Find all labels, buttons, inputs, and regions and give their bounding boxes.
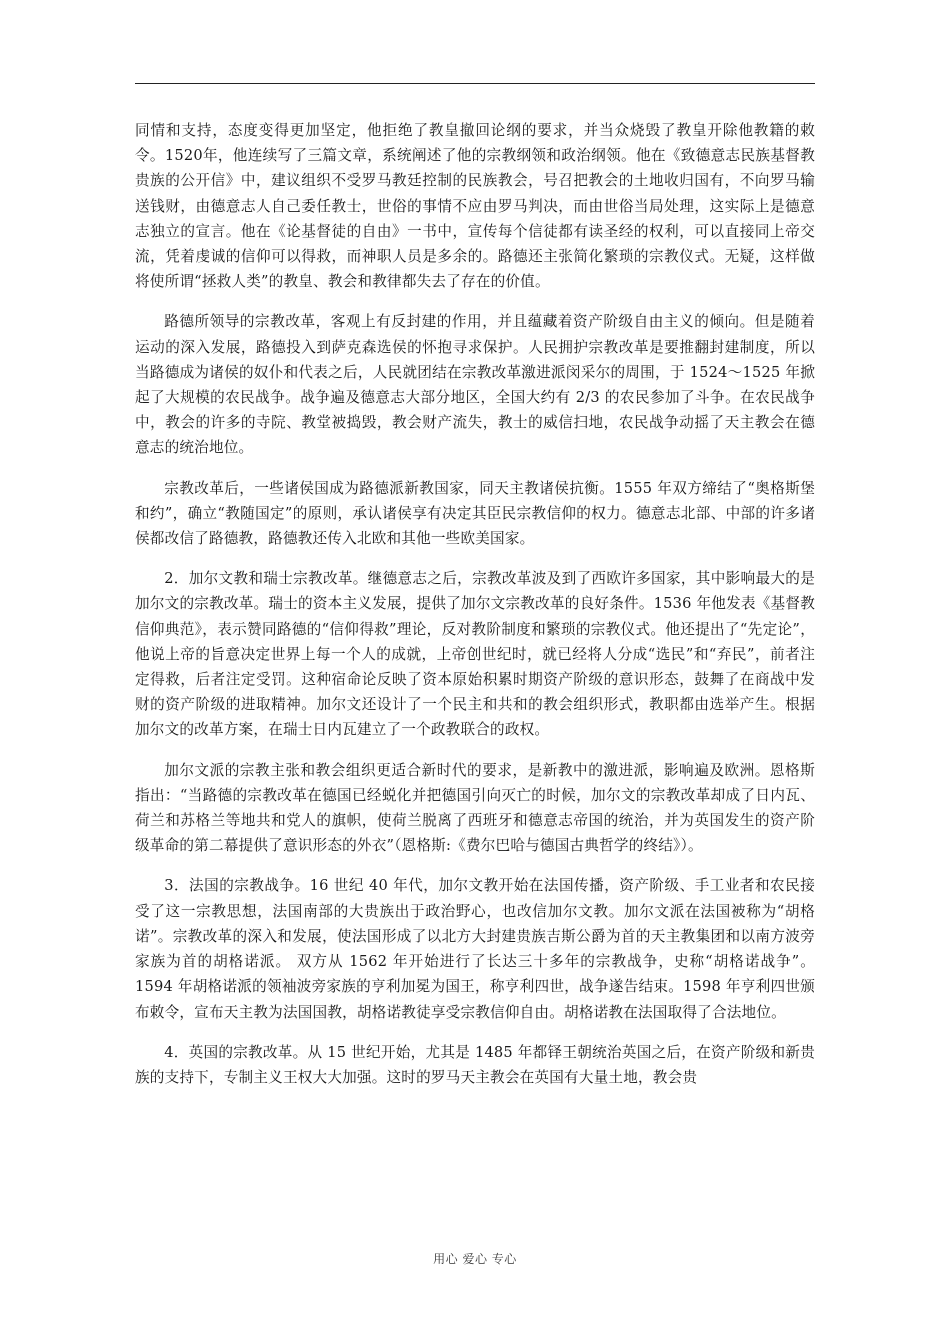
paragraph-english-reformation: 4．英国的宗教改革。从 15 世纪开始，尤其是 1485 年都铎王朝统治英国之后，在资产阶级和新贵族的支持下，专制主义王权大大加强。这时的罗马天主教会在英国有大量土地，教会贵 — [135, 1043, 815, 1086]
document-body — [135, 118, 815, 1105]
header-rule — [135, 83, 815, 84]
paragraph-calvinism-switzerland: 2．加尔文教和瑞士宗教改革。继德意志之后，宗教改革波及到了西欧许多国家，其中影响最大的是加尔文的宗教改革。瑞士的资本主义发展，提供了加尔文宗教改革的良好条件。1536 年他发表《基督教信仰典范》，表示赞同路德的“信仰得救”理论，反对教阶制度和繁琐的宗教仪式。他还提出了“先定论”，他说上帝的旨意决定世界上每一个人的成就，上帝创世纪时，就已经将人分成“选民”和“弃民”，前者注定得救，后者注定受罚。这种宿命论反映了资本原始积累时期资产阶级的意识形态，鼓舞了在商战中发财的资产阶级的进取精神。加尔文还设计了一个民主和共和的教会组织形式，教职都由选举产生。根据加尔文的改革方案，在瑞士日内瓦建立了一个政教联合的政权。 — [135, 570, 815, 739]
paragraph-augsburg-peace: 宗教改革后，一些诸侯国成为路德派新教国家，同天主教诸侯抗衡。1555 年双方缔结了“奥格斯堡和约”，确立“教随国定”的原则，承认诸侯享有决定其臣民宗教信仰的权力。德意志北部、中部的许多诸侯都改信了路德教，路德教还传入北欧和其他一些欧美国家。 — [135, 479, 815, 548]
paragraph-french-religious-wars: 3．法国的宗教战争。16 世纪 40 年代，加尔文教开始在法国传播，资产阶级、手工业者和农民接受了这一宗教思想，法国南部的大贵族出于政治野心，也改信加尔文教。加尔文派在法国被称为“胡格诺”。宗教改革的深入和发展，使法国形成了以北方大封建贵族吉斯公爵为首的天主教集团和以南方波旁家族为首的胡格诺派。 双方从 1562 年开始进行了长达三十多年的宗教战争，史称“胡格诺战争”。1594 年胡格诺派的领袖波旁家族的亨利加冕为国王，称亨利四世，战争遂告结束。1598 年亨利四世颁布敕令，宣布天主教为法国国教，胡格诺教徒享受宗教信仰自由。胡格诺教在法国取得了合法地位。 — [135, 877, 815, 1021]
paragraph-calvinist-influence: 加尔文派的宗教主张和教会组织更适合新时代的要求，是新教中的激进派，影响遍及欧洲。恩格斯指出：“当路德的宗教改革在德国已经蜕化并把德国引向灭亡的时候，加尔文的宗教改革却成了日内瓦、荷兰和苏格兰等地共和党人的旗帜，使荷兰脱离了西班牙和德意志帝国的统治，并为英国发生的资产阶级革命的第二幕提供了意识形态的外衣”（恩格斯:《费尔巴哈与德国古典哲学的终结》）。 — [135, 761, 815, 855]
paragraph-luther-reformation: 路德所领导的宗教改革，客观上有反封建的作用，并且蕴藏着资产阶级自由主义的倾向。但是随着运动的深入发展，路德投入到萨克森选侯的怀抱寻求保护。人民拥护宗教改革是要推翻封建制度，所以当路德成为诸侯的奴仆和代表之后，人民就团结在宗教改革激进派闵采尔的周围，于 1524～1525 年掀起了大规模的农民战争。战争遍及德意志大部分地区，全国大约有 2/3 的农民参加了斗争。在农民战争中，教会的许多的寺院、教堂被捣毁，教会财产流失，教士的威信扫地，农民战争动摇了天主教会在德意志的统治地位。 — [135, 313, 815, 457]
paragraph-continuation: 同情和支持，态度变得更加坚定，他拒绝了教皇撤回论纲的要求，并当众烧毁了教皇开除他教籍的敕令。1520年，他连续写了三篇文章，系统阐述了他的宗教纲领和政治纲领。他在《致德意志民族基督教贵族的公开信》中，建议组织不受罗马教廷控制的民族教会，号召把教会的土地收归国有，不向罗马输送钱财，由德意志人自己委任教士，世俗的事情不应由罗马判决，而由世俗当局处理，这实际上是德意志独立的宣言。他在《论基督徒的自由》一书中，宣传每个信徒都有读圣经的权利，可以直接同上帝交流，凭着虔诚的信仰可以得救，而神职人员是多余的。路德还主张简化繁琐的宗教仪式。无疑，这样做将使所谓“拯救人类”的教皇、教会和教律都失去了存在的价值。 — [135, 122, 815, 291]
page-footer: 用心 爱心 专心 — [433, 1252, 517, 1266]
